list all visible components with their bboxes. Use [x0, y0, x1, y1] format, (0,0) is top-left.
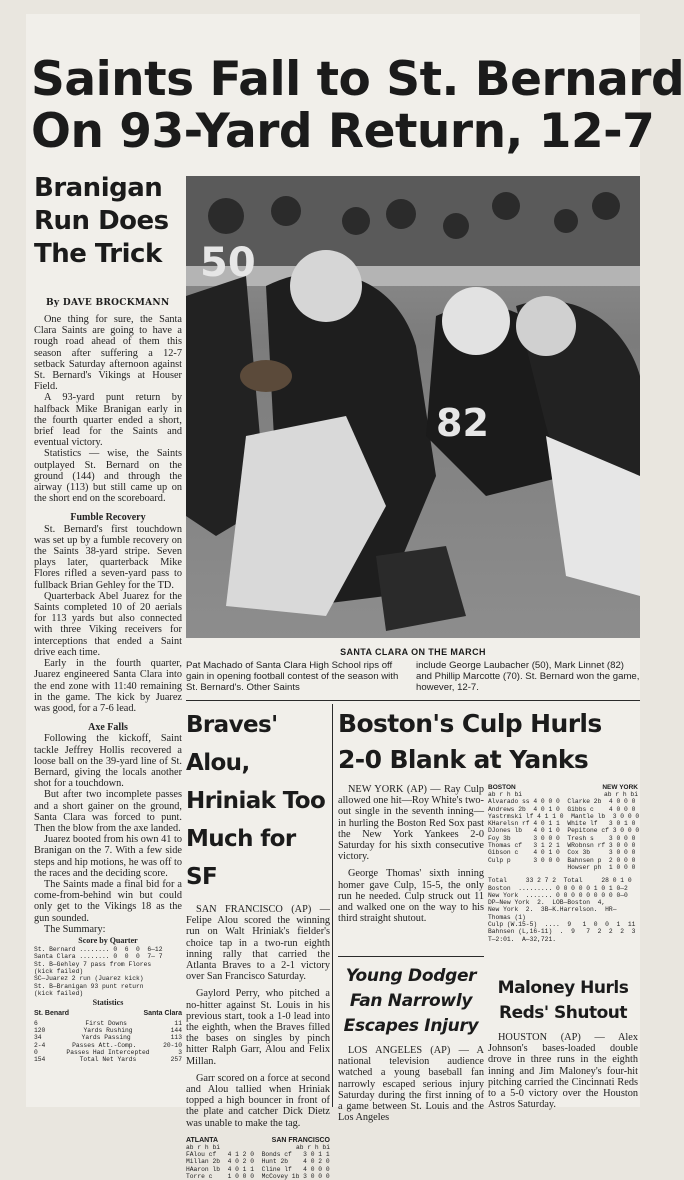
jersey-number-82: 82 [436, 401, 489, 445]
scoring-play: SC—Juarez 2 run (Juarez kick) [34, 975, 144, 983]
maloney-headline-line-2: Reds' Shutout [498, 1003, 627, 1023]
boston-box-row: Gibson c 4 0 1 0 Cox 3b 3 0 0 0 [488, 849, 636, 857]
lead-paragraph: Early in the fourth quarter, Juarez engineered Santa Clara into the end zone with 11:40 remaining in the game. The kick by Juarez was good, for a 7-6 lead. [34, 658, 182, 714]
boston-box-row: Howser ph 1 0 0 0 [488, 863, 636, 871]
photo-caption-col-1: Pat Machado of Santa Clara High School rips off gain in opening football contest of the season with St. Bernard's. Other Saints [186, 660, 399, 694]
stats-value: 3 [178, 1048, 182, 1056]
photo-caption-title: SANTA CLARA ON THE MARCH [340, 647, 486, 657]
boston-headline-line-2: 2-0 Blank at Yanks [338, 745, 589, 774]
braves-headline-line-1: Braves' Alou, [186, 712, 278, 776]
lead-paragraph: But after two incomplete passes and a short gainer on the ground, Santa Clara was forced to punt. Then the blow from the axe landed. [34, 789, 182, 834]
dodger-body [338, 1045, 484, 1123]
braves-paragraph: Garr scored on a force at second and Alou tallied when Hriniak topped a high bouncer in front of the plate and catcher Dick Dietz was unable to make the tag. [186, 1072, 330, 1129]
braves-box-sub-right: ab r h bi [295, 1143, 330, 1151]
braves-paragraph: Gaylord Perry, who pitched a no-hitter against St. Louis in his previous start, took a 1-0 lead into the eighth, when the Braves filled the bases on singles by pinch hitter Ralph Garr, Alou and Felix Millan. [186, 988, 330, 1067]
lead-paragraph: Following the kickoff, Saint tackle Jeffrey Hollis recovered a loose ball on the 39-yard line of St. Bernard, giving the locals another shot for a touchdown. [34, 733, 182, 790]
stats-value: 6 [34, 1019, 38, 1027]
maloney-story [488, 976, 638, 1110]
lead-story-deck [34, 172, 184, 271]
boston-body [338, 784, 484, 924]
boston-box-row: Culp p 3 0 0 0 Bahnsen p 2 0 0 0 [488, 856, 636, 864]
boston-story [338, 706, 638, 778]
summary-label: The Summary: [44, 923, 106, 935]
boston-box-header [488, 784, 638, 791]
boston-paragraph: NEW YORK (AP) — Ray Culp allowed one hit—Roy White's two-out single in the seventh inning—in hurling the Boston Red Sox past the New York Yankees 2-0 Saturday for his sixth consecutive victory. [338, 784, 484, 863]
scoring-play: St. B—Gehley 7 pass from Flores [34, 960, 152, 968]
stats-label: Yards Passing [81, 1034, 131, 1042]
dodger-headline-line-2: Fan Narrowly [349, 991, 473, 1011]
scoring-play: (kick failed) [34, 989, 84, 997]
lead-story-body [34, 314, 182, 1063]
stats-value: 257 [170, 1056, 182, 1064]
braves-headline-line-3: Much for SF [186, 826, 296, 890]
stats-row [34, 1034, 182, 1041]
lead-paragraph: Juarez booted from his own 41 to Branigan on the 7. With a few side steps and hip motions, he was off to the races and the deciding score. [34, 834, 182, 879]
lead-paragraph: One thing for sure, the Santa Clara Saints are going to have a rough road ahead of them this season after suffering a 12-7 setback Saturday afternoon against St. Bernard's Vikings at Houser Field. [34, 314, 182, 393]
stats-row [34, 1049, 182, 1056]
braves-box-subheader [186, 1144, 330, 1151]
stats-team-right: Santa Clara [143, 1010, 182, 1018]
boston-paragraph: George Thomas' sixth inning homer gave Culp, 15-5, the only run he needed. Culp struck out 11 and walked one on the way to his third straight shutout. [338, 868, 484, 925]
score-row: Santa Clara ........ 0 0 0 7— 7 [34, 953, 163, 961]
boston-box-total-row: DP—New York 2. LOB—Boston 4, [488, 899, 606, 907]
boston-box-total-row: Thomas (1) [488, 913, 526, 921]
football-photo-art [186, 176, 640, 638]
deck-line-3: The Trick [34, 239, 162, 269]
score-by-quarter-label: Score by Quarter [78, 935, 138, 945]
lead-paragraph: Quarterback Abel Juarez for the Saints completed 10 of 20 aerials for 113 yards but also connected with three Viking receivers for interceptions that ended a Saint drive each time. [34, 590, 182, 658]
stats-value: 113 [170, 1034, 182, 1042]
braves-box-sub-left: ab r h bi [186, 1143, 221, 1151]
fumble-recovery-subhead: Fumble Recovery [70, 512, 146, 524]
maloney-headline-line-1: Maloney Hurls [497, 978, 629, 998]
deck-line-1: Branigan [34, 173, 163, 203]
deck-line-2: Run Does [34, 206, 169, 236]
lead-paragraph: A 93-yard punt return by halfback Mike Branigan early in the fourth quarter ended a short, brief lead for the Saints and eventual victory. [34, 392, 182, 449]
boston-box-sub-right: ab r h bi [603, 791, 638, 798]
lead-paragraph: Statistics — wise, the Saints outplayed St. Bernard on the ground (144) and through the airway (113) but still came up on the short end on the scoreboard. [34, 448, 182, 505]
stats-header [34, 1008, 182, 1019]
jersey-number-50: 50 [200, 240, 256, 286]
stats-value: 11 [174, 1019, 182, 1027]
stats-table [34, 1020, 182, 1064]
braves-story [186, 706, 330, 1180]
boston-box-total-row: T—2:01. A—32,721. [488, 935, 557, 943]
stats-value: 144 [170, 1026, 182, 1034]
stats-label: Total Net Yards [79, 1056, 137, 1064]
boston-box-rows [488, 798, 638, 871]
axe-falls-subhead: Axe Falls [88, 722, 128, 734]
boston-box-row: Yastrmski lf 4 1 1 0 Mantle lb 3 0 0 0 [488, 812, 640, 820]
braves-paragraph: SAN FRANCISCO (AP) — Felipe Alou scored the winning run on Walt Hriniak's fielder's choice tap in a two-run eighth inning rally that carried the Atlanta Braves to a 2-1 victory over San Francisco Saturday. [186, 904, 330, 983]
byline: By DAVE BROCKMANN [46, 298, 170, 308]
stats-value: 0 [34, 1048, 38, 1056]
newspaper-page [26, 14, 684, 1180]
braves-box-header [186, 1137, 330, 1144]
lead-paragraph: St. Bernard's first touchdown was set up by a fumble recovery on the Saints 38-yard stripe. Seven plays later, quarterback Mike Flores rifled a seven-yard pass to fullback Brian Gehley for the TD. [34, 523, 182, 591]
boston-box-subheader [488, 791, 638, 798]
braves-box-team-right: SAN FRANCISCO [271, 1136, 330, 1144]
braves-box-team-left: ATLANTA [186, 1136, 219, 1144]
dodger-story [338, 964, 484, 1123]
braves-box-row: HAaron lb 4 0 1 1 Cline lf 4 0 0 0 [186, 1165, 330, 1173]
boston-box-total-row: New York ....... 0 0 0 0 0 0 0 0 0—0 [488, 891, 628, 899]
boston-box-row: Andrews 2b 4 0 1 0 Gibbs c 4 0 0 0 [488, 805, 636, 813]
braves-body [186, 904, 330, 1129]
maloney-paragraph: HOUSTON (AP) — Alex Johnson's bases-loaded double drove in three runs in the eighth inning and Jim Maloney's four-hit pitching carried the Cincinnati Reds to a 5-0 victory over the Houston Astros Saturday. [488, 1032, 638, 1111]
braves-box-row: FAlou cf 4 1 2 0 Bonds cf 3 0 1 1 [186, 1151, 330, 1159]
scoring-play: (kick failed) [34, 968, 84, 976]
boston-box-total-row: Boston ......... 0 0 0 0 0 1 0 1 0—2 [488, 884, 628, 892]
boston-box-total-row: Bahnsen (L,16-11) . 9 7 2 2 2 3 [488, 928, 636, 936]
boston-headline-line-1: Boston's Culp Hurls [338, 709, 602, 738]
maloney-body [488, 1032, 638, 1110]
stats-value: 2-4 [34, 1041, 46, 1049]
dodger-paragraph: LOS ANGELES (AP) — A national television audience watched a young baseball fan narrowly escaped serious injury Saturday during the first inning of a game between St. Louis and the Los Angeles [338, 1045, 484, 1124]
boston-box-team-left: BOSTON [488, 784, 516, 791]
main-headline-line-2: On 93-Yard Return, 12-7 [31, 104, 655, 159]
stats-value: 154 [34, 1056, 46, 1064]
photo-caption-col-2: include George Laubacher (50), Mark Linnet (82) and Phillip Marcotte (70). St. Bernard won the game, however, 12-7. [416, 660, 640, 694]
boston-box-total-row: New York 2. 3B—K.Harrelson. HR— [488, 906, 617, 914]
dodger-headline-line-1: Young Dodger [345, 966, 477, 986]
stats-value: 120 [34, 1026, 46, 1034]
boston-box-sub-left: ab r h bi [488, 791, 523, 798]
stats-team-left: St. Benard [34, 1010, 70, 1018]
boston-box-row: DJones lb 4 0 1 0 Pepitone cf 3 0 0 0 [488, 827, 640, 835]
lead-paragraph: The Saints made a final bid for a come-from-behind win but could only get to the Vikings 18 as the gun sounded. [34, 878, 182, 924]
boston-box-row: Thomas cf 3 1 2 1 WRobnsn rf 3 0 0 0 [488, 842, 636, 850]
boston-box-score [488, 784, 638, 943]
football-photo [186, 176, 640, 638]
stats-label: Yards Rushing [83, 1026, 133, 1034]
stats-label: Passes Att.-Comp. [72, 1041, 137, 1049]
braves-box-row: Torre c 1 0 0 0 McCovey 1b 3 0 0 0 [186, 1173, 330, 1180]
stats-label: Passes Had Intercepted [66, 1048, 150, 1056]
boston-box-team-right: NEW YORK [602, 784, 638, 791]
boston-box-total-row: Total 33 2 7 2 Total 28 0 1 0 [488, 877, 632, 885]
divider-rule [338, 956, 484, 957]
stats-label: First Downs [85, 1019, 127, 1027]
boston-box-row: Alvarado ss 4 0 0 0 Clarke 2b 4 0 0 0 [488, 798, 636, 806]
stats-value: 34 [34, 1034, 42, 1042]
stats-row [34, 1020, 182, 1027]
braves-headline-line-2: Hriniak Too [186, 788, 326, 814]
boston-box-totals [488, 877, 638, 943]
boston-box-row: Foy 3b 3 0 0 0 Tresh s 3 0 0 0 [488, 834, 636, 842]
stats-value: 20-10 [163, 1041, 182, 1049]
statistics-label: Statistics [92, 998, 124, 1008]
dodger-headline-line-3: Escapes Injury [343, 1016, 479, 1036]
stats-row [34, 1042, 182, 1049]
stats-row [34, 1056, 182, 1063]
braves-box-row: Millan 2b 4 0 2 0 Hunt 2b 4 0 2 0 [186, 1158, 330, 1166]
column-divider [332, 704, 333, 1107]
boston-box-total-row: Culp (W.15-5) .... 9 1 0 0 1 11 [488, 921, 636, 929]
score-row: St. Bernard ........ 0 6 0 6—12 [34, 946, 163, 954]
divider-rule [186, 700, 640, 701]
main-headline-line-1: Saints Fall to St. Bernard [31, 52, 684, 107]
scoring-play: St. B—Branigan 93 punt return [34, 982, 144, 990]
boston-box-row: KHarelsn rf 4 0 1 1 White lf 3 0 1 0 [488, 820, 636, 828]
stats-row [34, 1027, 182, 1034]
